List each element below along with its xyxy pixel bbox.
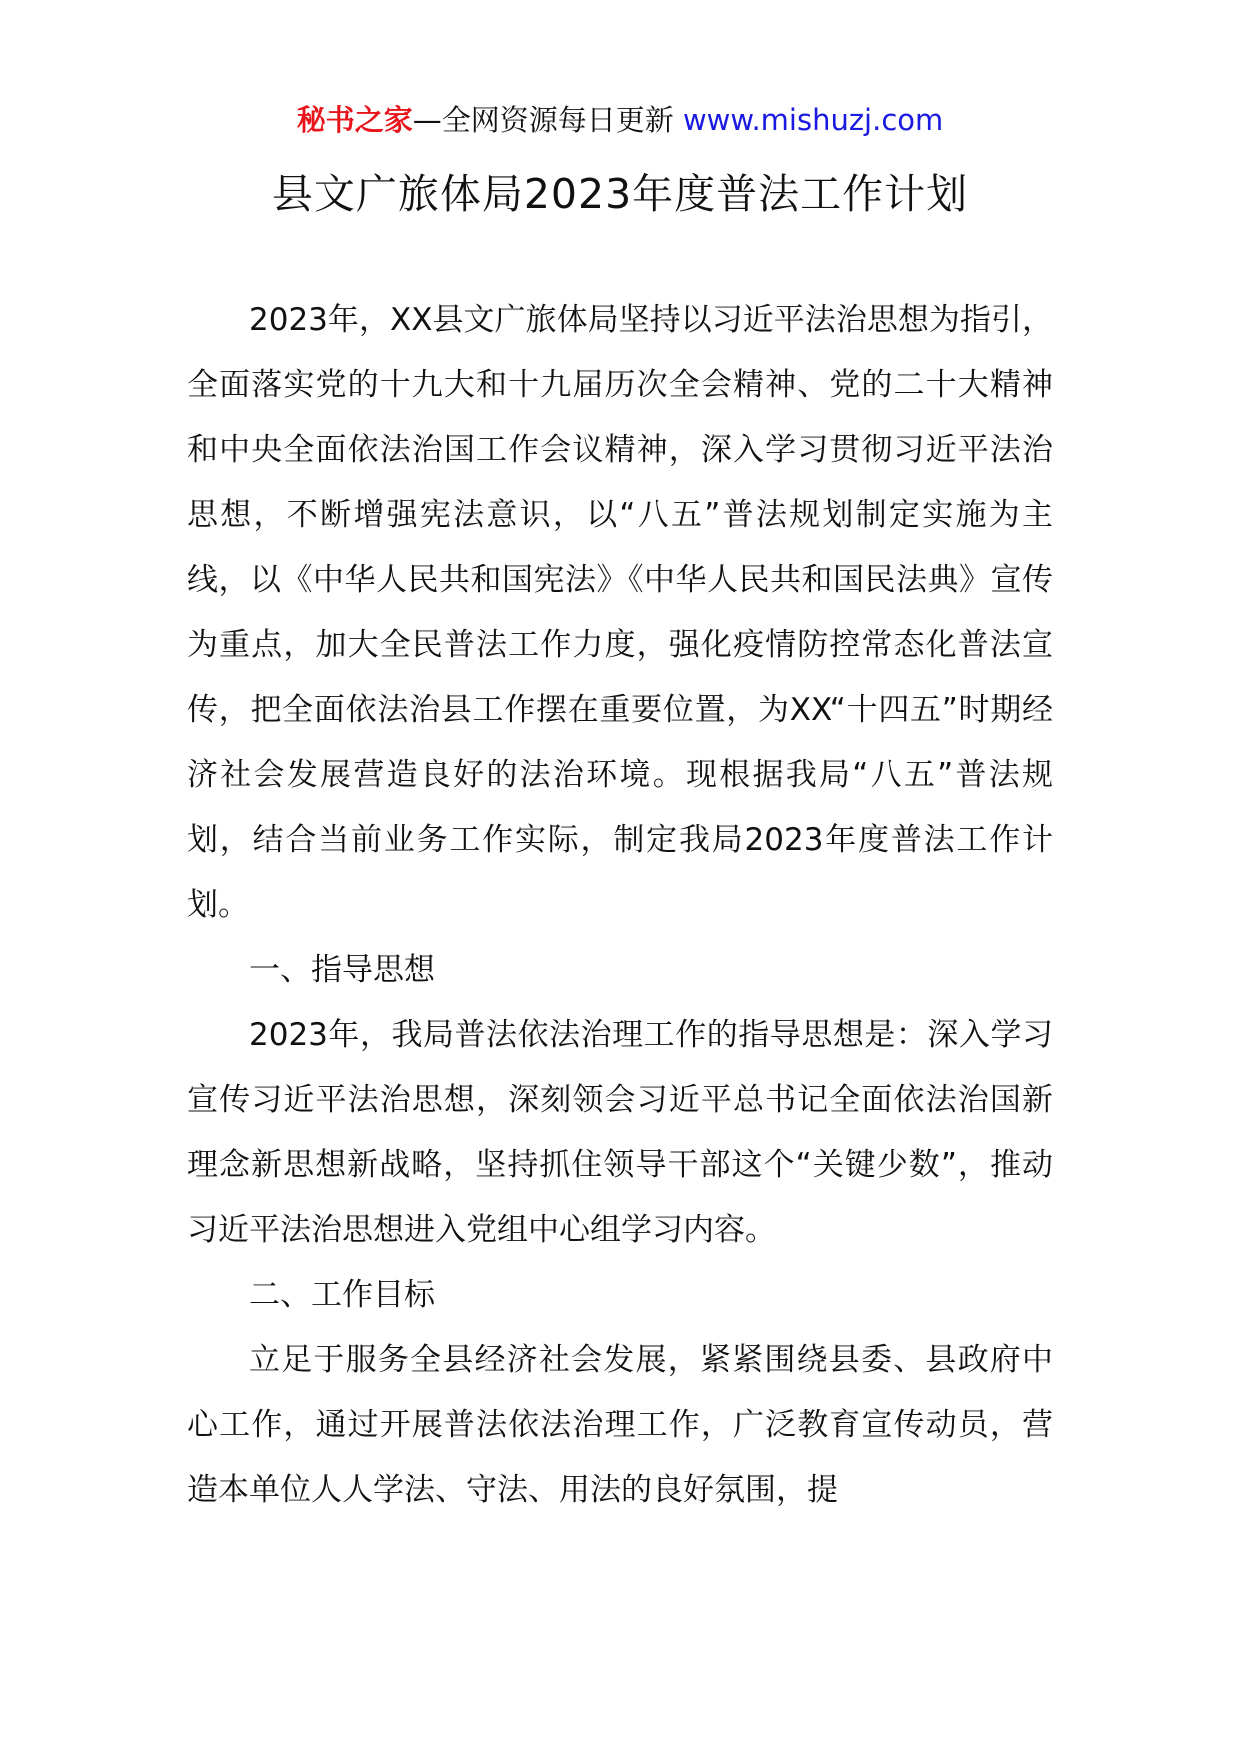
paragraph-guiding-ideology: 2023年，我局普法依法治理工作的指导思想是：深入学习宣传习近平法治思想，深刻领会习近平总书记全面依法治国新理念新思想新战略，坚持抓住领导干部这个“关键少数”，推动习近平法治思想进入党组中心组学习内容。 xyxy=(187,1017,1053,1248)
paragraph-work-goals: 立足于服务全县经济社会发展，紧紧围绕县委、县政府中心工作，通过开展普法依法治理工作，广泛教育宣传动员，营造本单位人人学法、守法、用法的良好氛围，提 xyxy=(187,1342,1053,1508)
section-heading-guiding-ideology: 一、指导思想 xyxy=(249,952,435,988)
banner-slogan: —全网资源每日更新 xyxy=(412,103,683,137)
paragraph-intro: 2023年，XX县文广旅体局坚持以习近平法治思想为指引，全面落实党的十九大和十九届历次全会精神、党的二十大精神和中央全面依法治国工作会议精神，深入学习贯彻习近平法治思想，不断增强宪法意识，以“八五”普法规划制定实施为主线，以《中华人民共和国宪法》《中华人民共和国民法典》宣传为重点，加大全民普法工作力度，强化疫情防控常态化普法宣传，把全面依法治县工作摆在重要位置，为XX“十四五”时期经济社会发展营造良好的法治环境。现根据我局“八五”普法规划，结合当前业务工作实际，制定我局2023年度普法工作计划。 xyxy=(187,302,1053,923)
document-title: 县文广旅体局2023年度普法工作计划 xyxy=(271,170,969,218)
site-banner xyxy=(0,100,1240,140)
document-body xyxy=(187,288,1053,1523)
section-heading-work-goals: 二、工作目标 xyxy=(249,1277,435,1313)
brand-name: 秘书之家 xyxy=(296,103,413,137)
website-link[interactable]: www.mishuzj.com xyxy=(682,103,944,137)
